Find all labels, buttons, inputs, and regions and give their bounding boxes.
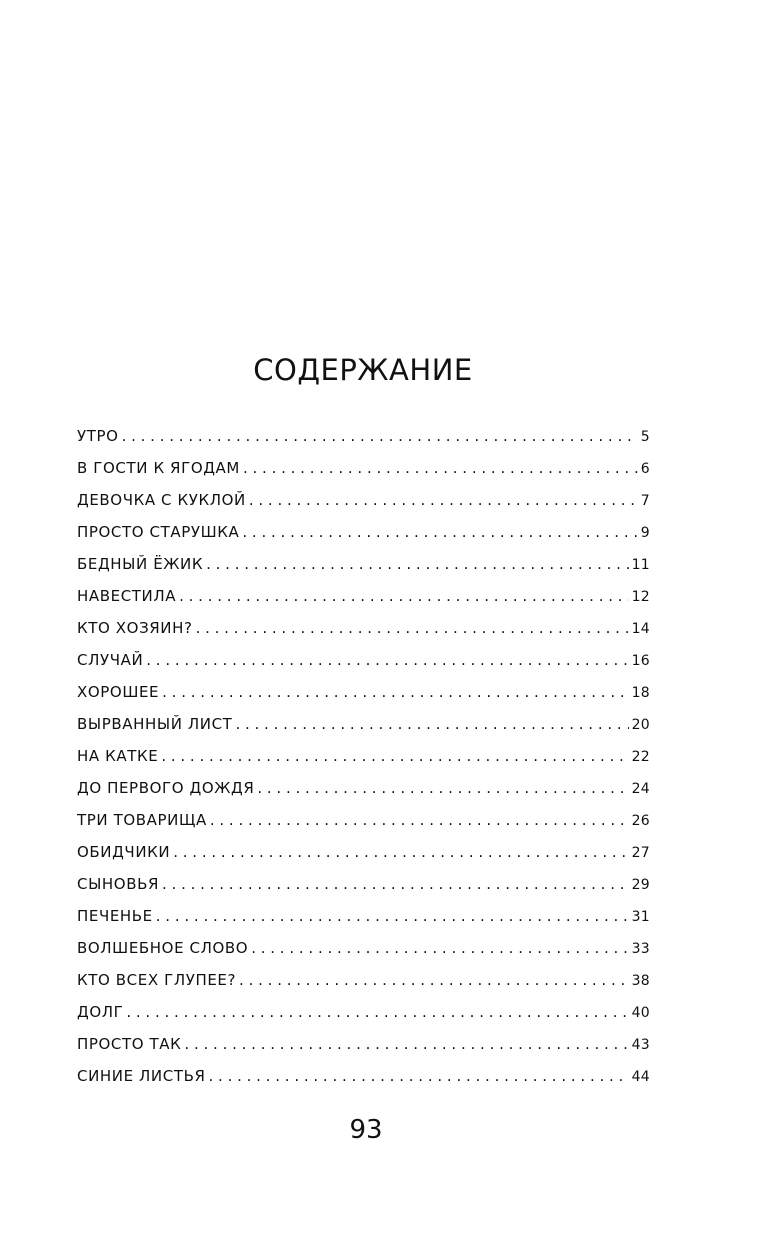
toc-entry-page: 38	[631, 973, 650, 989]
toc-entry-title: ХОРОШЕЕ	[77, 683, 160, 701]
toc-entry-page: 22	[631, 749, 650, 765]
toc-entry-title: СЛУЧАЙ	[77, 651, 144, 669]
toc-entry-title: ВОЛШЕБНОЕ СЛОВО	[77, 939, 249, 957]
toc-leader-dots	[210, 804, 629, 836]
toc-entry-title: КТО ХОЗЯИН?	[77, 619, 193, 637]
toc-entry	[77, 452, 650, 484]
toc-leader-dots	[162, 868, 629, 900]
toc-entry-page: 12	[631, 589, 650, 605]
toc-entry-page: 16	[631, 653, 650, 669]
toc-entry	[77, 580, 650, 612]
toc-entry-page: 9	[640, 525, 650, 541]
toc-entry	[77, 804, 650, 836]
toc-leader-dots	[239, 964, 629, 996]
toc-entry-title: ДОЛГ	[77, 1003, 124, 1021]
toc-entry-page: 6	[640, 461, 650, 477]
toc-entry	[77, 644, 650, 676]
toc-leader-dots	[243, 452, 638, 484]
toc-entry	[77, 708, 650, 740]
toc-entry-page: 44	[631, 1069, 650, 1085]
toc-entry-page: 40	[631, 1005, 650, 1021]
toc-leader-dots	[122, 420, 638, 452]
toc-entry-page: 18	[631, 685, 650, 701]
toc-leader-dots	[196, 612, 629, 644]
toc-entry	[77, 1060, 650, 1092]
toc-entry-page: 5	[640, 429, 650, 445]
toc-entry-title: ПЕЧЕНЬЕ	[77, 907, 153, 925]
toc-entry-page: 31	[631, 909, 650, 925]
toc-entry-page: 26	[631, 813, 650, 829]
toc-entry-title: ВЫРВАННЫЙ ЛИСТ	[77, 715, 233, 733]
toc-entry	[77, 420, 650, 452]
toc-entry	[77, 676, 650, 708]
toc-leader-dots	[242, 516, 637, 548]
toc-entry	[77, 772, 650, 804]
toc-entry	[77, 932, 650, 964]
toc-leader-dots	[257, 772, 628, 804]
page-number: 93	[349, 1115, 383, 1145]
toc-leader-dots	[206, 548, 628, 580]
toc-entry-title: В ГОСТИ К ЯГОДАМ	[77, 459, 240, 477]
toc-entry	[77, 996, 650, 1028]
toc-entry-title: НАВЕСТИЛА	[77, 587, 177, 605]
toc-entry-page: 43	[631, 1037, 650, 1053]
toc-leader-dots	[249, 484, 638, 516]
toc-entry	[77, 964, 650, 996]
toc-entry-title: ОБИДЧИКИ	[77, 843, 171, 861]
toc-entry-page: 27	[631, 845, 650, 861]
toc-entry-title: СИНИЕ ЛИСТЬЯ	[77, 1067, 206, 1085]
toc-leader-dots	[161, 740, 628, 772]
toc-entry	[77, 836, 650, 868]
toc-leader-dots	[184, 1028, 628, 1060]
toc-entry	[77, 612, 650, 644]
toc-entry	[77, 484, 650, 516]
table-of-contents	[77, 420, 650, 1092]
toc-entry-page: 7	[640, 493, 650, 509]
toc-entry-title: НА КАТКЕ	[77, 747, 159, 765]
toc-entry	[77, 1028, 650, 1060]
toc-entry-title: ДЕВОЧКА С КУКЛОЙ	[77, 491, 246, 509]
toc-entry-page: 29	[631, 877, 650, 893]
toc-entry	[77, 516, 650, 548]
toc-entry	[77, 868, 650, 900]
toc-leader-dots	[146, 644, 628, 676]
toc-entry-title: ПРОСТО СТАРУШКА	[77, 523, 240, 541]
toc-leader-dots	[173, 836, 628, 868]
toc-leader-dots	[235, 708, 628, 740]
toc-entry-title: УТРО	[77, 427, 119, 445]
toc-entry-title: ПРОСТО ТАК	[77, 1035, 182, 1053]
toc-entry-title: ТРИ ТОВАРИЩА	[77, 811, 207, 829]
toc-heading: СОДЕРЖАНИЕ	[253, 353, 473, 387]
toc-leader-dots	[162, 676, 628, 708]
toc-entry-page: 14	[631, 621, 650, 637]
toc-entry-title: ДО ПЕРВОГО ДОЖДЯ	[77, 779, 255, 797]
toc-entry-page: 20	[631, 717, 650, 733]
toc-entry	[77, 548, 650, 580]
toc-leader-dots	[156, 900, 629, 932]
toc-entry-title: СЫНОВЬЯ	[77, 875, 159, 893]
toc-entry-page: 24	[631, 781, 650, 797]
toc-entry	[77, 900, 650, 932]
toc-entry-title: БЕДНЫЙ ЁЖИК	[77, 555, 204, 573]
toc-entry-page: 11	[631, 557, 650, 573]
toc-entry-page: 33	[631, 941, 650, 957]
toc-entry-title: КТО ВСЕХ ГЛУПЕЕ?	[77, 971, 237, 989]
toc-leader-dots	[179, 580, 628, 612]
toc-entry	[77, 740, 650, 772]
toc-leader-dots	[251, 932, 628, 964]
toc-leader-dots	[126, 996, 628, 1028]
toc-leader-dots	[209, 1060, 629, 1092]
